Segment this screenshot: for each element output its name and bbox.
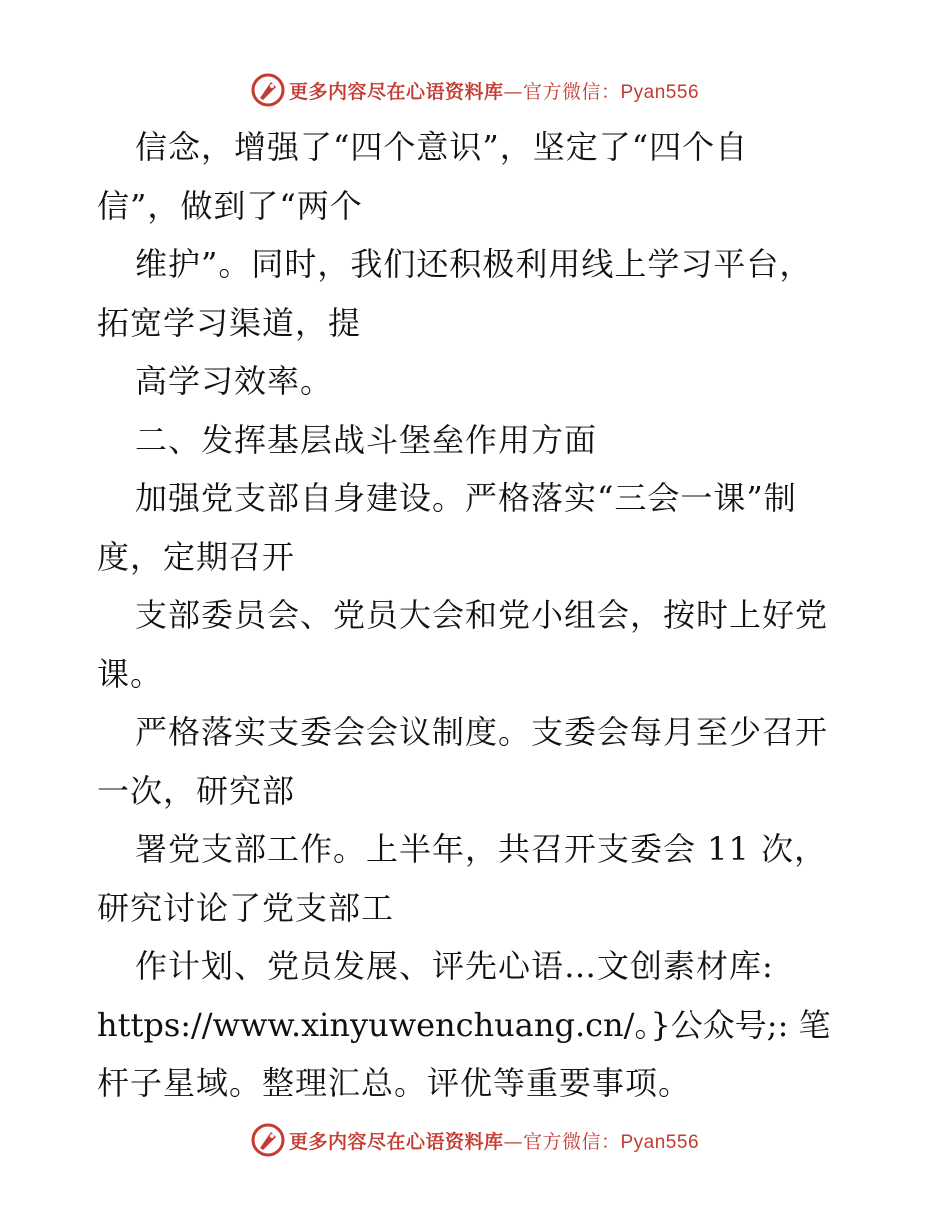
pen-nib-logo-icon xyxy=(251,1123,285,1157)
text-line: 度，定期召开 xyxy=(97,537,296,576)
text-line: 拓宽学习渠道，提 xyxy=(97,303,362,342)
header-main-text: 更多内容尽在心语资料库 xyxy=(288,80,504,103)
text-line: 一次，研究部 xyxy=(97,771,296,810)
text-line: 加强党支部自身建设。严格落实“三会一课”制 xyxy=(135,479,797,517)
page-header-banner xyxy=(0,70,950,110)
text-line: 严格落实支委会会议制度。支委会每月至少召开 xyxy=(135,713,829,751)
text-line: 信念，增强了“四个意识”，坚定了“四个自 xyxy=(135,128,749,166)
section-heading: 二、发挥基层战斗堡垒作用方面 xyxy=(135,420,598,459)
text-line: 研究讨论了党支部工 xyxy=(97,888,395,927)
header-dash: — xyxy=(503,80,523,103)
pen-nib-logo-icon xyxy=(251,73,285,107)
text-line-url: https://www.xinyuwenchuang.cn/。}公众号;: 笔 xyxy=(97,1005,831,1044)
text-line: 作计划、党员发展、评先心语…文创素材库: xyxy=(135,947,774,985)
page-footer-banner xyxy=(0,1120,950,1160)
text-line: 杆子星域。整理汇总。评优等重要事项。 xyxy=(97,1064,692,1102)
text-line: 信”，做到了“两个 xyxy=(97,186,363,225)
footer-main-text: 更多内容尽在心语资料库 xyxy=(288,1130,504,1153)
footer-wechat-label: 官方微信： xyxy=(522,1130,621,1153)
text-line: 支部委员会、党员大会和党小组会，按时上好党 xyxy=(135,596,829,634)
header-text xyxy=(289,77,699,104)
footer-dash: — xyxy=(503,1130,523,1153)
text-line: 维护”。同时，我们还积极利用线上学习平台， xyxy=(135,245,813,283)
text-line: 课。 xyxy=(97,654,164,693)
footer-text xyxy=(289,1127,699,1154)
text-line: 高学习效率。 xyxy=(135,362,334,400)
header-wechat-label: 官方微信： xyxy=(522,80,621,103)
footer-wechat-id: Pyan556 xyxy=(620,1131,700,1153)
text-line: 署党支部工作。上半年，共召开支委会 11 次， xyxy=(135,830,828,868)
document-body xyxy=(97,118,857,1113)
header-wechat-id: Pyan556 xyxy=(620,81,700,103)
